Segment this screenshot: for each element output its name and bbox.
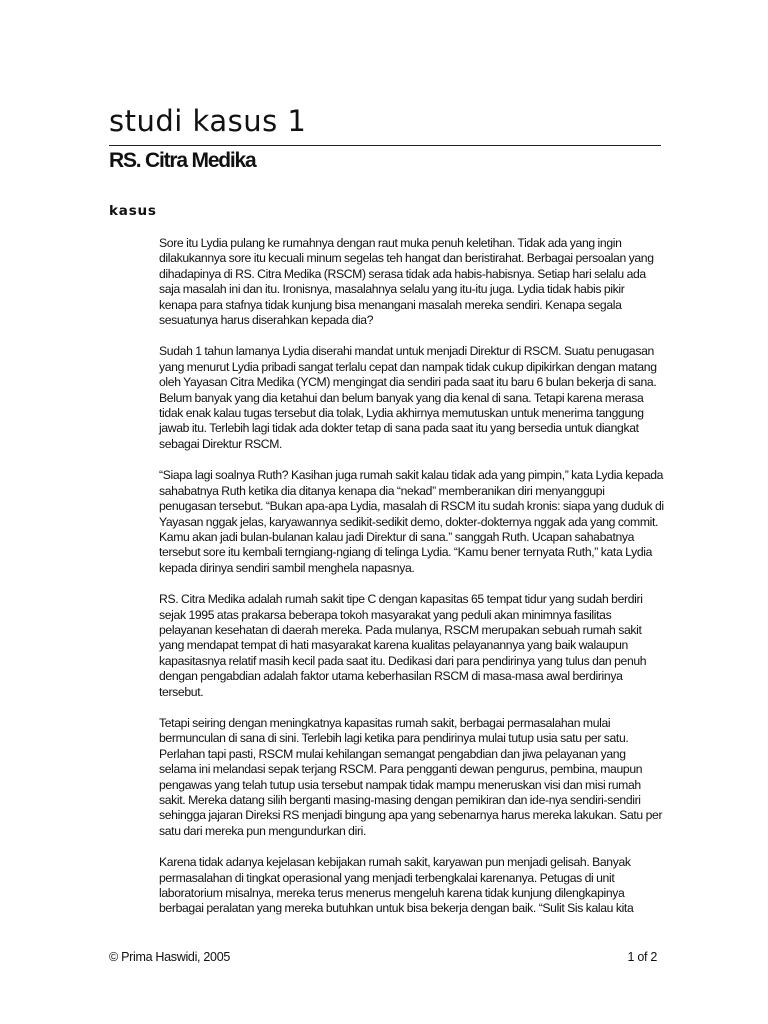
paragraph-5: Tetapi seiring dengan meningkatnya kapasitas rumah sakit, berbagai permasalahan mulai bermunculan di sana di sini. Terlebih lagi ketika para pendirinya mulai tutup usia satu per satu. Perlahan tapi pasti, RSCM mulai kehilangan semangat pengabdian dan jiwa pelayanan yang selama ini melandasi sepak terjang RSCM. Para pengganti dewan pengurus, pembina, maupun pengawas yang telah tutup usia tersebut nampak tidak mampu meneruskan visi dan misi rumah sakit. Mereka datang silih berganti masing-masing dengan pemikiran dan ide-nya sendiri-sendiri sehingga jajaran Direksi RS menjadi bingung apa yang sebenarnya harus mereka lakukan. Satu per satu dari mereka pun mengundurkan diri.	[159, 715, 663, 838]
section-heading: kasus	[109, 203, 157, 219]
paragraph-4: RS. Citra Medika adalah rumah sakit tipe C dengan kapasitas 65 tempat tidur yang sudah berdiri sejak 1995 atas prakarsa beberapa tokoh masyarakat yang peduli akan minimnya fasilitas pelayanan kesehatan di daerah mereka. Pada mulanya, RSCM merupakan sebuah rumah sakit yang mendapat tempat di hati masyarakat karena kualitas pelayanannya yang baik walaupun kapasitasnya relatif masih kecil pada saat itu. Dedikasi dari para pendirinya yang tulus dan penuh dengan pengabdian adalah faktor utama keberhasilan RSCM di masa-masa awal berdirinya tersebut.	[159, 592, 647, 699]
footer-page-number: 1 of 2	[627, 950, 657, 964]
page-title: studi kasus 1	[109, 104, 307, 138]
paragraph-3: “Siapa lagi soalnya Ruth? Kasihan juga rumah sakit kalau tidak ada yang pimpin,” kata Lydia kepada sahabatnya Ruth ketika dia ditanya kenapa dia “nekad” memberanikan diri menyanggupi penugasan tersebut. “Bukan apa-apa Lydia, masalah di RSCM itu sudah kronis: siapa yang duduk di Yayasan nggak jelas, karyawannya sedikit-sedikit demo, dokter-dokternya nggak ada yang commit. Kamu akan jadi bulan-bulanan kalau jadi Direktur di sana.” sanggah Ruth. Ucapan sahabatnya tersebut sore itu kembali terngiang-ngiang di telinga Lydia. “Kamu bener ternyata Ruth,” kata Lydia kepada dirinya sendiri sambil menghela napasnya.	[159, 468, 664, 575]
page-subtitle: RS. Citra Medika	[109, 149, 256, 172]
paragraph-2: Sudah 1 tahun lamanya Lydia diserahi mandat untuk menjadi Direktur di RSCM. Suatu penugasan yang menurut Lydia pribadi sangat terlalu cepat dan nampak tidak cukup dipikirkan dengan matang oleh Yayasan Citra Medika (YCM) mengingat dia sendiri pada saat itu baru 6 bulan bekerja di sana. Belum banyak yang dia ketahui dan belum banyak yang dia kenal di sana. Tetapi karena merasa tidak enak kalau tugas tersebut dia tolak, Lydia akhirnya memutuskan untuk menerima tanggung jawab itu. Terlebih lagi tidak ada dokter tetap di sana pada saat itu yang bersedia untuk diangkat sebagai Direktur RSCM.	[159, 344, 657, 451]
body-text	[159, 236, 664, 933]
paragraph-1: Sore itu Lydia pulang ke rumahnya dengan raut muka penuh keletihan. Tidak ada yang ingin dilakukannya sore itu kecuali minum segelas teh hangat dan beristirahat. Berbagai persoalan yang dihadapinya di RS. Citra Medika (RSCM) serasa tidak ada habis-habisnya. Setiap hari selalu ada saja masalah ini dan itu. Ironisnya, masalahnya selalu yang itu-itu juga. Lydia tidak habis pikir kenapa para stafnya tidak kunjung bisa menangani masalah mereka sendiri. Kenapa segala sesuatunya harus diserahkan kepada dia?	[159, 236, 654, 328]
title-divider	[109, 145, 661, 146]
paragraph-6: Karena tidak adanya kejelasan kebijakan rumah sakit, karyawan pun menjadi gelisah. Banyak permasalahan di tingkat operasional yang menjadi terbengkalai karenanya. Petugas di unit laboratorium misalnya, mereka terus menerus mengeluh karena tidak kunjung dilengkapinya berbagai peralatan yang mereka butuhkan untuk bisa bekerja dengan baik. “Sulit Sis kalau kita	[159, 855, 634, 916]
footer-copyright: © Prima Haswidi, 2005	[109, 950, 231, 964]
